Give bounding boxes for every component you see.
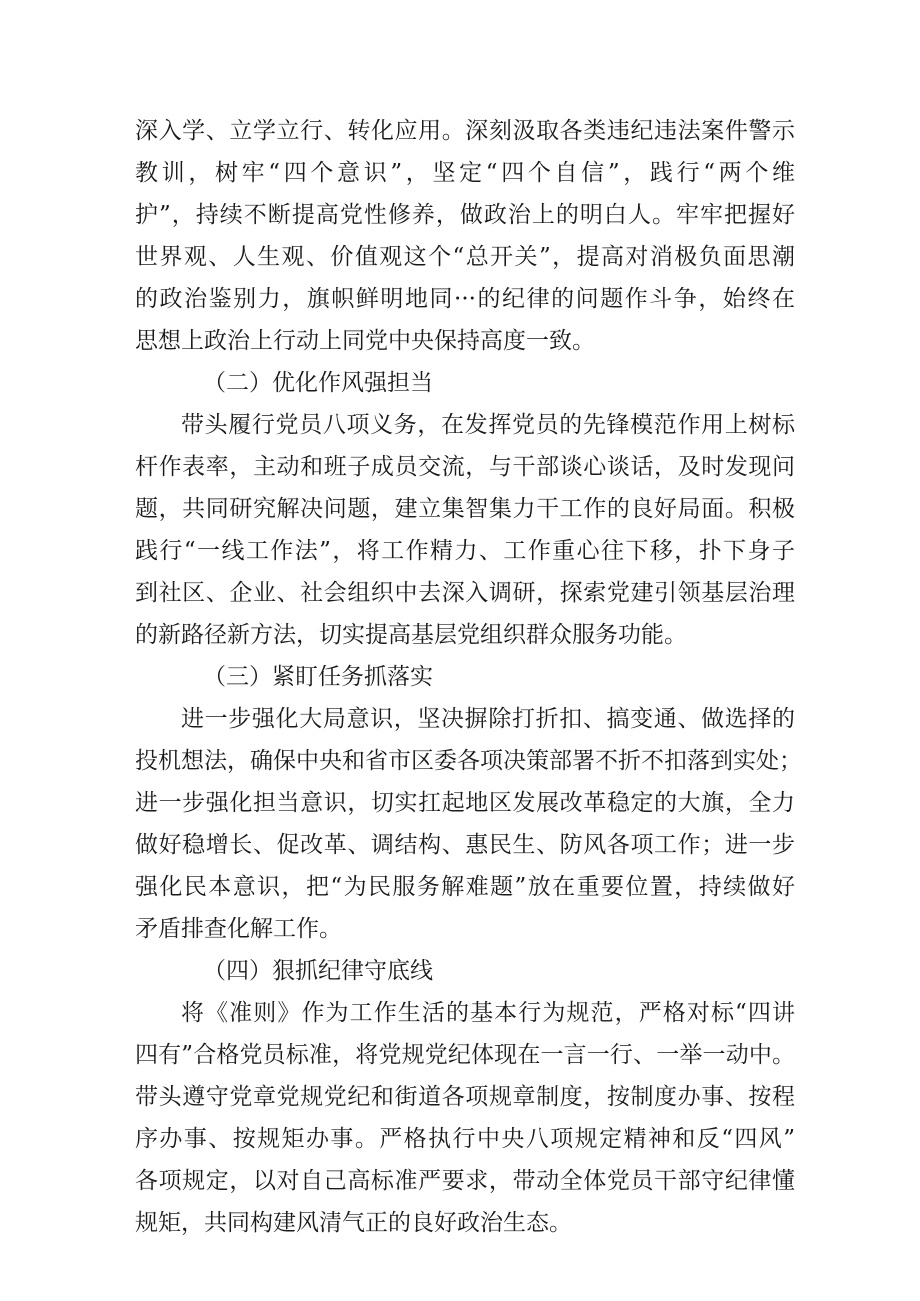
text-line: 四有”合格党员标准，将党规党纪体现在一言一行、一举一动中。 <box>135 1042 795 1068</box>
text-line: 规矩，共同构建风清气正的良好政治生态。 <box>135 1210 572 1236</box>
text-line: 践行“一线工作法”，将工作精力、工作重心往下移，扑下身子 <box>135 538 795 564</box>
text-line: 进一步强化大局意识，坚决摒除打折扣、搞变通、做选择的 <box>181 706 795 732</box>
text-line: 带头履行党员八项义务，在发挥党员的先锋模范作用上树标 <box>181 412 795 438</box>
text-line: 深入学、立学立行、转化应用。深刻汲取各类违纪违法案件警示 <box>135 118 795 144</box>
text-line: 序办事、按规矩办事。严格执行中央八项规定精神和反“四风” <box>135 1126 795 1152</box>
text-line: 护”，持续不断提高党性修养，做政治上的明白人。牢牢把握好 <box>135 202 795 228</box>
text-line: 的新路径新方法，切实提高基层党组织群众服务功能。 <box>135 622 687 648</box>
text-line: 题，共同研究解决问题，建立集智集力干工作的良好局面。积极 <box>135 496 795 522</box>
text-line: 的政治鉴别力，旗帜鲜明地同···的纪律的问题作斗争，始终在 <box>135 286 795 312</box>
text-line: 做好稳增长、促改革、调结构、惠民生、防风各项工作；进一步 <box>135 832 795 858</box>
text-line: 强化民本意识，把“为民服务解难题”放在重要位置，持续做好 <box>135 874 795 900</box>
text-line: 教训，树牢“四个意识”，坚定“四个自信”，践行“两个维 <box>135 160 795 186</box>
text-line: 进一步强化担当意识，切实扛起地区发展改革稳定的大旗，全力 <box>135 790 795 816</box>
text-line: 矛盾排查化解工作。 <box>135 916 342 942</box>
section-heading-4: （四）狠抓纪律守底线 <box>203 958 433 984</box>
text-line: 各项规定，以对自己高标准严要求，带动全体党员干部守纪律懂 <box>135 1168 795 1194</box>
text-line: 思想上政治上行动上同党中央保持高度一致。 <box>135 328 595 354</box>
text-line: 将《准则》作为工作生活的基本行为规范，严格对标“四讲 <box>181 1000 795 1026</box>
section-heading-2: （二）优化作风强担当 <box>203 370 433 396</box>
text-line: 杆作表率，主动和班子成员交流，与干部谈心谈话，及时发现问 <box>135 454 795 480</box>
section-heading-3: （三）紧盯任务抓落实 <box>203 664 433 690</box>
text-line: 投机想法，确保中央和省市区委各项决策部署不折不扣落到实处； <box>135 748 802 774</box>
text-line: 到社区、企业、社会组织中去深入调研，探索党建引领基层治理 <box>135 580 795 606</box>
text-line: 带头遵守党章党规党纪和街道各项规章制度，按制度办事、按程 <box>135 1084 795 1110</box>
text-line: 世界观、人生观、价值观这个“总开关”，提高对消极负面思潮 <box>135 244 795 270</box>
